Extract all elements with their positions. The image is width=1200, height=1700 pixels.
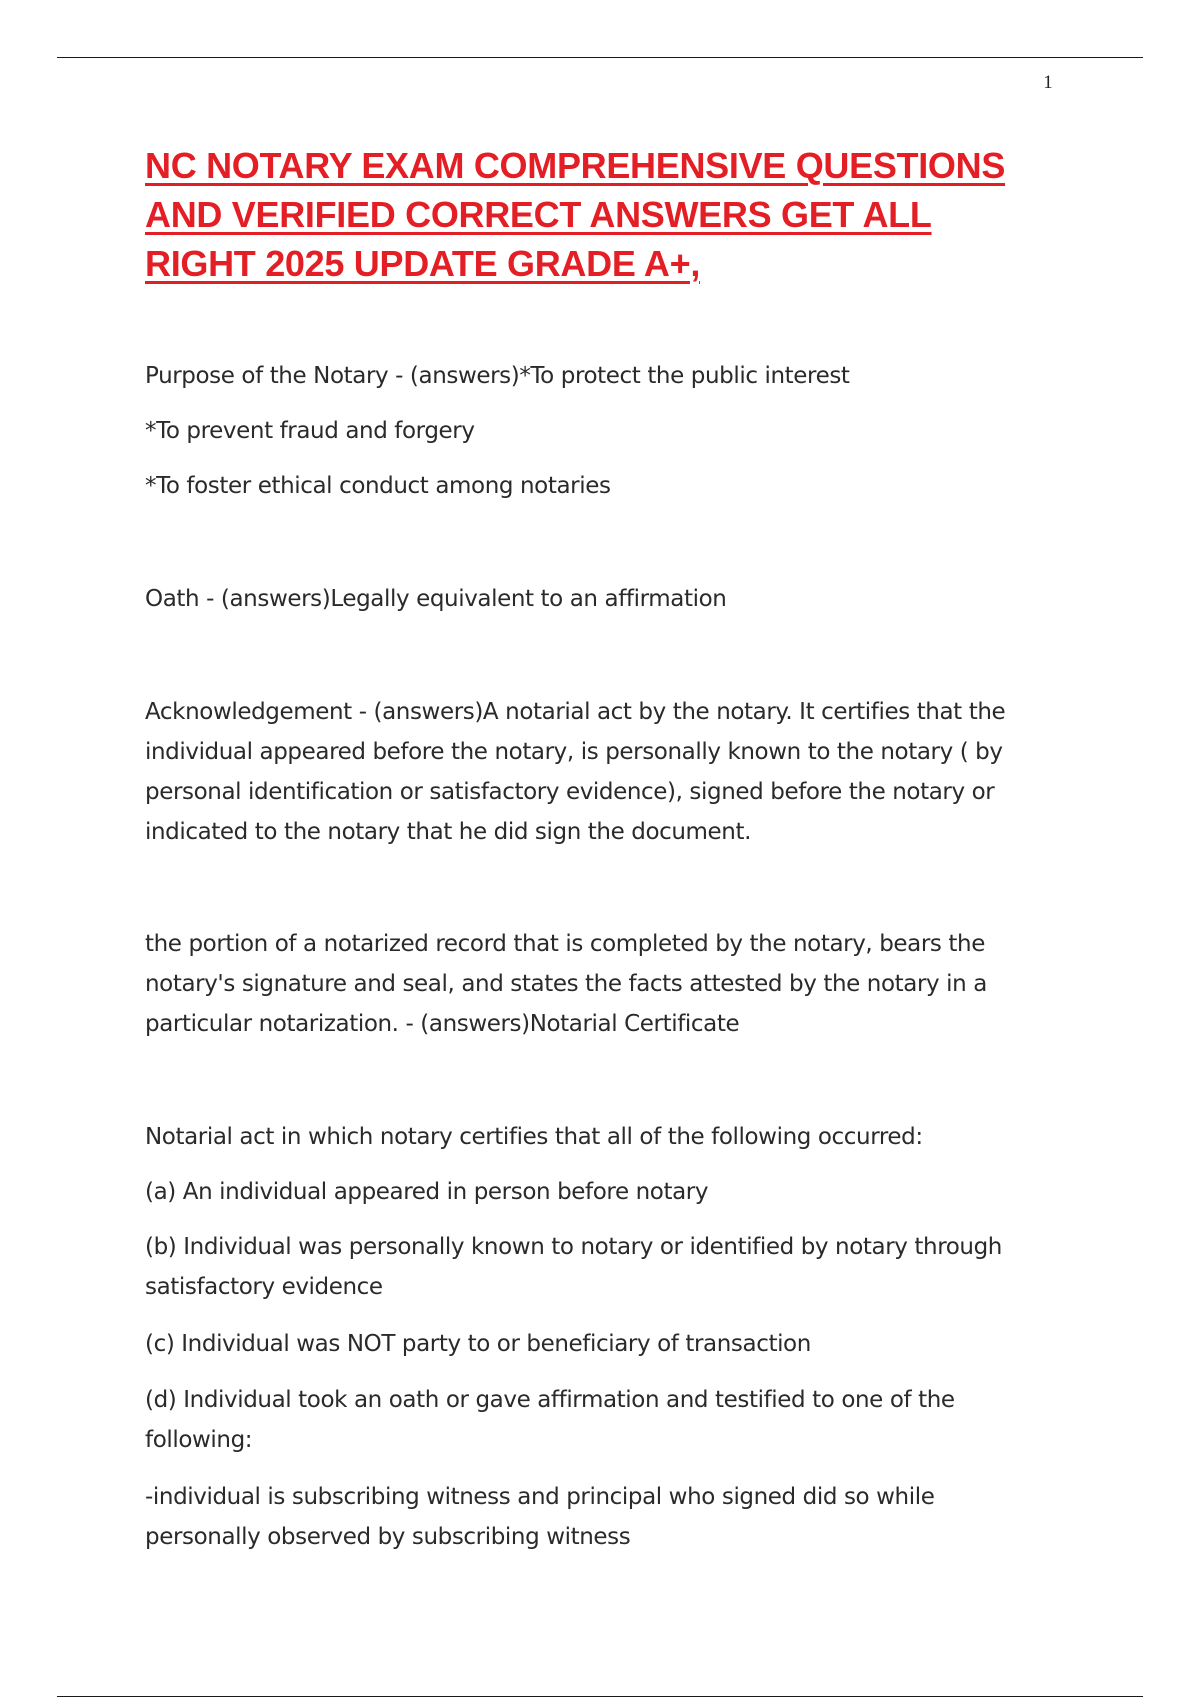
header-rule (57, 57, 1143, 58)
qa-paragraph-purpose (145, 356, 1045, 396)
qa-item-d (145, 1380, 1045, 1460)
paragraph-line: (d) Individual took an oath or gave affirmation and testified to one of the (145, 1387, 955, 1413)
paragraph-line: personal identification or satisfactory evidence), signed before the notary or (145, 779, 995, 805)
paragraph-line: (a) An individual appeared in person before notary (145, 1179, 709, 1205)
paragraph-line: the portion of a notarized record that is completed by the notary, bears the (145, 931, 985, 957)
footer-rule (57, 1696, 1143, 1697)
paragraph-line: following: (145, 1427, 253, 1453)
paragraph-line: *To prevent fraud and forgery (145, 418, 475, 444)
page-number: 1 (1043, 72, 1053, 93)
paragraph-line: satisfactory evidence (145, 1274, 383, 1300)
paragraph-line: Oath - (answers)Legally equivalent to an affirmation (145, 586, 727, 612)
qa-paragraph-oath (145, 579, 1045, 619)
qa-paragraph-notarial-act (145, 1117, 1045, 1157)
paragraph-line: particular notarization. - (answers)Notarial Certificate (145, 1011, 740, 1037)
paragraph-line: notary's signature and seal, and states the facts attested by the notary in a (145, 971, 987, 997)
document-title-line: RIGHT 2025 UPDATE GRADE A+, (145, 243, 701, 284)
qa-item-b (145, 1227, 1045, 1307)
paragraph-line: individual appeared before the notary, is personally known to the notary ( by (145, 739, 1003, 765)
paragraph-line: Notarial act in which notary certifies that all of the following occurred: (145, 1124, 923, 1150)
qa-paragraph-prevent-fraud (145, 411, 1045, 451)
document-title-line: AND VERIFIED CORRECT ANSWERS GET ALL (145, 194, 932, 235)
qa-paragraph-acknowledgement (145, 692, 1045, 852)
paragraph-line: *To foster ethical conduct among notaries (145, 473, 611, 499)
qa-item-a (145, 1172, 1045, 1212)
qa-item-subscribing-witness (145, 1477, 1045, 1557)
document-title (145, 141, 1045, 288)
paragraph-line: personally observed by subscribing witness (145, 1524, 631, 1550)
paragraph-line: Purpose of the Notary - (answers)*To protect the public interest (145, 363, 850, 389)
paragraph-line: -individual is subscribing witness and principal who signed did so while (145, 1484, 935, 1510)
document-title-line: NC NOTARY EXAM COMPREHENSIVE QUESTIONS (145, 145, 1006, 186)
paragraph-line: (c) Individual was NOT party to or beneficiary of transaction (145, 1331, 811, 1357)
qa-paragraph-ethical-conduct (145, 466, 1045, 506)
qa-item-c (145, 1324, 1045, 1364)
paragraph-line: Acknowledgement - (answers)A notarial act by the notary. It certifies that the (145, 699, 1006, 725)
qa-paragraph-notarial-certificate (145, 924, 1045, 1044)
paragraph-line: (b) Individual was personally known to notary or identified by notary through (145, 1234, 1002, 1260)
paragraph-line: indicated to the notary that he did sign the document. (145, 819, 752, 845)
